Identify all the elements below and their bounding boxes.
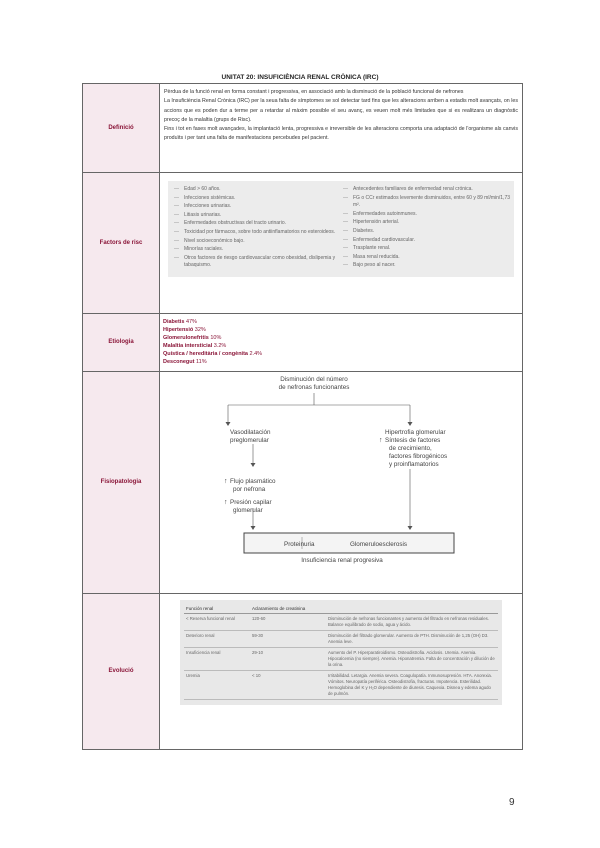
- table-row: Uremia < 10 Irritabilidad. Letargia. Anemia severa. Coagulopatía. Inmunosupresión. HTA. Anorexia. Vómitos. Neuropatía periférica. Osteodistrofia, fracturas. Impotencia. Esterilidad. Hemoglobina del K y H₂O dependiente de diuresis. Caquexia. Disnea y edema agudo de pulmón.: [184, 670, 498, 699]
- fisio-proteinuria: Proteinuria: [284, 540, 315, 548]
- etio-item: Quística / hereditària / congènita 2.4%: [163, 351, 263, 358]
- fisio-right-3: de crecimiento,: [389, 444, 432, 452]
- fisio-right-1: Hipertrofia glomerular: [385, 428, 446, 436]
- fisio-right-4: factores fibrogénicos: [389, 452, 448, 460]
- factor-right-item: — Bajo peso al nacer.: [341, 262, 510, 270]
- factor-left-item: — Infecciones sistémicas.: [172, 195, 341, 203]
- fisio-left-1: Vasodilatación: [230, 428, 271, 436]
- arrow-up-icon: ↑: [224, 498, 228, 506]
- etio-item: Hipertensió 32%: [163, 327, 206, 334]
- definicio-line-1: Pèrdua de la funció renal en forma constant i progressiva, en associació amb la disminució de la població funcional de nefrones: [164, 89, 464, 95]
- etio-item: Desconegut 11%: [163, 359, 207, 366]
- label-factors: Factors de risc: [83, 173, 160, 314]
- factor-left-item: — Minorías raciales.: [172, 246, 341, 254]
- row-factors: [83, 173, 523, 314]
- row-definicio: [83, 84, 523, 173]
- fisio-flujo-2: por nefrona: [233, 485, 266, 493]
- fisio-presion-1: Presión capilar: [230, 498, 272, 506]
- cell-fisiopatologia: [160, 371, 523, 593]
- definicio-line-3: Fins i tot en fases molt avançades, la implantació lenta, progressiva e irreversible de les alteracions comporta una adaptació de l'organisme als canvis produïts i per tant una falta de manifestacions percebudes pel pacient.: [164, 126, 518, 142]
- label-etiologia: Etiologia: [83, 314, 160, 372]
- cell-definicio: [160, 84, 523, 173]
- row-evolucio: [83, 593, 523, 749]
- factor-left-item: — Edad > 60 años.: [172, 186, 341, 194]
- evolucio-table: [184, 604, 498, 700]
- row-etiologia: [83, 314, 523, 372]
- evolucio-box: [180, 600, 502, 705]
- factor-right-item: — Antecedentes familiares de enfermedad renal crónica.: [341, 186, 510, 194]
- fisio-diagram: [160, 372, 524, 590]
- evo-header: Aclaramiento de creatinina: [250, 604, 326, 614]
- factor-right-item: — Trasplante renal.: [341, 245, 510, 253]
- label-definicio: Definició: [83, 84, 160, 173]
- fisio-top-1: Disminución del número: [280, 375, 348, 383]
- definicio-line-2: La Insuficiència Renal Crònica (IRC) per la seua falta de símptomes se sol detectar tard fins que les alteracions arriben a estadis molt avançats, on les accions que es poden dur a terme per a retardar al màxim possible el seu avanç, es veuen molt més limitades que si es realitzara un diagnòstic precoç de la malaltia (grups de Risc).: [164, 98, 518, 123]
- fisio-right-2: Síntesis de factores: [385, 436, 441, 444]
- label-fisiopatologia: Fisiopatologia: [83, 371, 160, 593]
- table-row: Deterioro renal 59-30 Disminución del filtrado glomerular. Aumento de PTH. Disminución de 1,25 (OH) D3. Anemia leve.: [184, 630, 498, 647]
- factor-left-item: — Litiasis urinarias.: [172, 212, 341, 220]
- factor-left-item: — Otros factores de riesgo cardiovascular como obesidad, dislipemia y tabaquismo.: [172, 255, 341, 270]
- fisio-flujo-1: Flujo plasmático: [230, 477, 276, 485]
- factor-right-item: — Diabetes.: [341, 228, 510, 236]
- label-evolucio: Evolució: [83, 593, 160, 749]
- fisio-bottom-label: Insuficiencia renal progresiva: [301, 556, 383, 564]
- fisio-bottom-box: [244, 533, 454, 553]
- arrow-up-icon: ↑: [224, 477, 228, 485]
- etio-item: Glomerulonefritis 10%: [163, 335, 222, 342]
- content-table: [82, 83, 523, 750]
- page-number: 9: [509, 797, 515, 808]
- factor-right-item: — Hipertensión arterial.: [341, 219, 510, 227]
- evo-header: [326, 604, 498, 614]
- page-title: UNITAT 20: INSUFICIÈNCIA RENAL CRÒNICA (IRC): [221, 74, 379, 81]
- fisio-left-2: preglomerular: [230, 436, 269, 444]
- factor-left-item: — Infecciones urinarias.: [172, 203, 341, 211]
- factors-box: [168, 181, 514, 277]
- etio-item: Malaltia intersticial 3.2%: [163, 343, 227, 350]
- fisio-presion-2: glomerular: [233, 506, 263, 514]
- factor-right-item: — Enfermedades autoinmunes.: [341, 211, 510, 219]
- arrow-up-icon: ↑: [379, 436, 383, 444]
- factor-right-item: — Enfermedad cardiovascular.: [341, 237, 510, 245]
- table-row: < Reserva funcional renal 120-60 Disminución de nefronas funcionantes y aumento del filtrado en nefronas residuales. Balance equilibrado de sodio, agua y ácido.: [184, 613, 498, 630]
- factor-right-item: — Masa renal reducida.: [341, 254, 510, 262]
- row-fisiopatologia: [83, 371, 523, 593]
- fisio-right-5: y proinflamatorios: [389, 460, 439, 468]
- evo-header: Función renal: [184, 604, 250, 614]
- cell-evolucio: [160, 593, 523, 749]
- cell-factors: [160, 173, 523, 314]
- fisio-glomerulo: Glomeruloesclerosis: [350, 540, 408, 548]
- factor-left-item: — Enfermedades obstructivas del tracto urinario.: [172, 220, 341, 228]
- etio-item: Diabetis 47%: [163, 319, 197, 325]
- factor-left-item: — Toxicidad por fármacos, sobre todo antiinflamatorios no esteroideos.: [172, 229, 341, 237]
- factor-left-item: — Nivel socioeconómico bajo.: [172, 238, 341, 246]
- table-row: Insuficiencia renal 29-10 Aumento del P. Hiperparatiroidismo. Osteodistrofia. Acidosis. Uremia. Anemia. Hipocalcemia (no siempre). Anemia. Hiponatremia. Falta de concentración y dilución de la orina.: [184, 647, 498, 670]
- fisio-top-2: de nefronas funcionantes: [278, 383, 350, 391]
- cell-etiologia: [160, 314, 523, 372]
- factor-right-item: — FG o CCr estimados levemente disminuidos, entre 60 y 89 ml/min/1,73 m².: [341, 195, 510, 210]
